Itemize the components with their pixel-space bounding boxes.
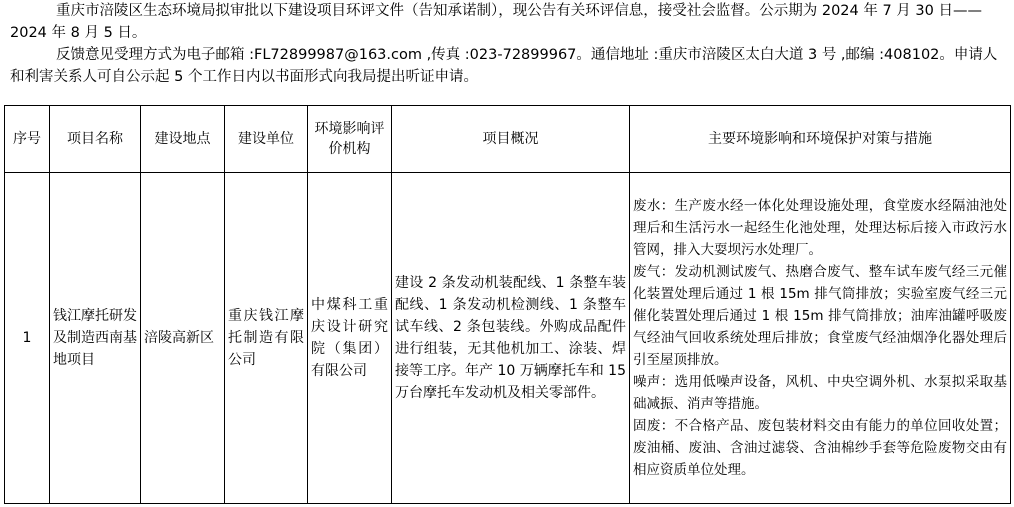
header-index: 序号 bbox=[5, 106, 50, 173]
cell-construction-unit: 重庆钱江摩托制造有限公司 bbox=[225, 173, 308, 504]
cell-index: 1 bbox=[5, 173, 50, 504]
cell-location: 涪陵高新区 bbox=[141, 173, 225, 504]
measure-noise: 噪声：选用低噪声设备，风机、中央空调外机、水泵拟采取基础减振、消声等措施。 bbox=[633, 374, 1007, 412]
header-measures: 主要环境影响和环境保护对策与措施 bbox=[630, 106, 1011, 173]
cell-project-name: 钱江摩托研发及制造西南基地项目 bbox=[50, 173, 141, 504]
intro-feedback-paragraph: 反馈意见受理方式为电子邮箱 :FL72899987@163.com ,传真 :023-72899967。通信地址 :重庆市涪陵区太白大道 3 号 ,邮编 :408102。申请人和利害关系人可自公示起 5 个工作日内以书面形式向我局提出听证申请。 bbox=[10, 47, 998, 85]
announcement-intro bbox=[10, 0, 1008, 88]
header-eia-agency: 环境影响评价机构 bbox=[308, 106, 392, 173]
table-header-row bbox=[5, 106, 1011, 173]
header-overview: 项目概况 bbox=[392, 106, 630, 173]
header-project-name: 项目名称 bbox=[50, 106, 141, 173]
cell-eia-agency: 中煤科工重庆设计研究院（集团）有限公司 bbox=[308, 173, 392, 504]
header-construction-unit: 建设单位 bbox=[225, 106, 308, 173]
project-table bbox=[4, 105, 1011, 504]
measure-exhaust-gas: 废气：发动机测试废气、热磨合废气、整车试车废气经三元催化装置处理后通过 1 根 15m 排气筒排放；实验室废气经三元催化装置处理后通过 1 根 15m 排气筒排放；油库油罐呼吸废气经油气回收系统处理后排放；食堂废气经油烟净化器处理后引至屋顶排放。 bbox=[633, 264, 1007, 368]
header-location: 建设地点 bbox=[141, 106, 225, 173]
measure-wastewater: 废水：生产废水经一体化处理设施处理，食堂废水经隔油池处理后和生活污水一起经生化池处理，处理达标后接入市政污水管网，排入大耍坝污水处理厂。 bbox=[633, 198, 1007, 258]
table-row bbox=[5, 173, 1011, 504]
intro-publicity-paragraph: 重庆市涪陵区生态环境局拟审批以下建设项目环评文件（告知承诺制），现公告有关环评信息，接受社会监督。公示期为 2024 年 7 月 30 日——2024 年 8 月 5 日。 bbox=[10, 3, 982, 41]
cell-measures bbox=[630, 173, 1011, 504]
cell-overview: 建设 2 条发动机装配线、1 条整车装配线、1 条发动机检测线、1 条整车试车线、2 条包装线。外购成品配件进行组装，无其他机加工、涂装、焊接等工序。年产 10 万辆摩托车和 15 万台摩托车发动机及相关零部件。 bbox=[392, 173, 630, 504]
measure-solid-waste: 固废：不合格产品、废包装材料交由有能力的单位回收处置；废油桶、废油、含油过滤袋、含油棉纱手套等危险废物交由有相应资质单位处理。 bbox=[633, 418, 1007, 478]
